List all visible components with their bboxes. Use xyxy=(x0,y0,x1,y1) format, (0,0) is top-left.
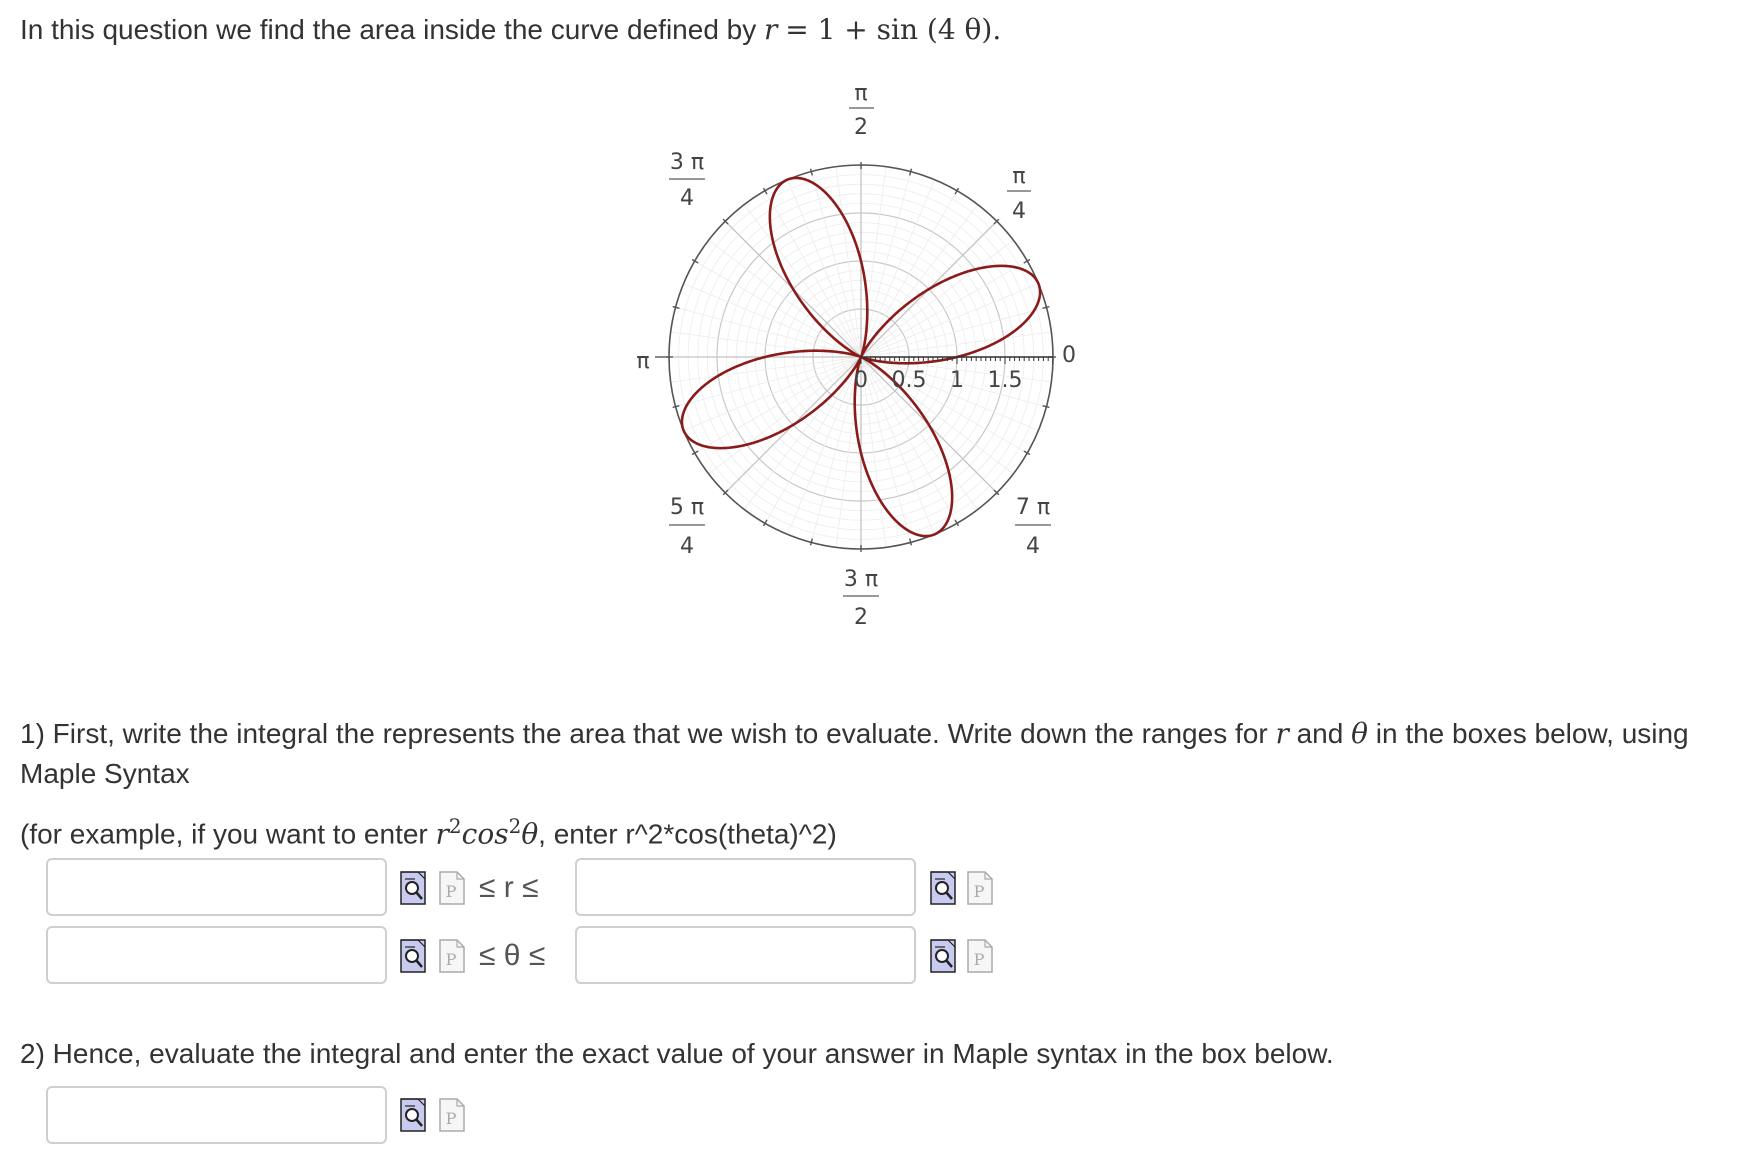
preview-magnifier-icon[interactable] xyxy=(400,939,426,973)
rim-tick xyxy=(673,307,680,309)
grid-spoke xyxy=(836,167,861,357)
angle-label-3pi-over-2-num: 3 π xyxy=(843,567,879,592)
curve-equation: = 1 + sin (4 θ). xyxy=(785,13,1002,46)
angle-label-5pi-over-4-den: 4 xyxy=(680,534,694,559)
step1-and: and xyxy=(1296,718,1344,749)
grid-spoke xyxy=(861,307,1046,357)
grid-spoke xyxy=(811,172,861,357)
radial-tick-label: 0.5 xyxy=(891,368,927,393)
preview-magnifier-icon[interactable] xyxy=(400,871,426,905)
step2-instructions xyxy=(20,1036,1334,1072)
theta-inequality: ≤ θ ≤ xyxy=(479,939,546,972)
rim-tick xyxy=(1043,307,1050,309)
angle-label-pi-over-2-num: π xyxy=(854,81,868,106)
angle-label-3pi-over-4-den: 4 xyxy=(680,186,694,211)
angle-label-3pi-over-2-den: 2 xyxy=(854,605,868,630)
rim-tick xyxy=(910,169,912,176)
grid-spoke xyxy=(671,357,861,382)
grid-spoke xyxy=(788,357,861,534)
theta-lower-input[interactable] xyxy=(46,926,387,984)
curve-lhs: r xyxy=(764,13,778,46)
svg-text:P: P xyxy=(973,950,985,969)
angle-label-0: 0 xyxy=(1062,343,1076,368)
grid-spoke xyxy=(765,357,861,523)
maple-format-icon[interactable] xyxy=(439,871,465,905)
step1-var-theta: θ xyxy=(1351,717,1368,750)
svg-text:P: P xyxy=(973,882,985,901)
grid-spoke xyxy=(684,284,861,357)
rim-tick xyxy=(1043,406,1050,408)
rim-tick xyxy=(811,539,813,546)
maple-format-icon[interactable] xyxy=(967,871,993,905)
angle-label-pi-over-4-den: 4 xyxy=(1012,199,1026,224)
grid-spoke xyxy=(695,261,861,357)
preview-magnifier-icon[interactable] xyxy=(400,1098,426,1132)
integral-value-input[interactable] xyxy=(46,1086,387,1144)
angle-label-3pi-over-4-num: 3 π xyxy=(669,150,705,175)
grid-spoke xyxy=(695,357,861,453)
angle-label-pi: π xyxy=(636,349,650,374)
step1-var-r: r xyxy=(1275,717,1289,750)
example-math-sup1: 2 xyxy=(448,814,462,838)
angle-label-7pi-over-4-den: 4 xyxy=(1026,534,1040,559)
maple-format-icon[interactable] xyxy=(967,939,993,973)
svg-text:P: P xyxy=(445,1109,457,1128)
grid-spoke xyxy=(676,307,861,357)
svg-text:P: P xyxy=(445,882,457,901)
preview-magnifier-icon[interactable] xyxy=(930,871,956,905)
step1-instructions xyxy=(20,716,1689,752)
r-inequality: ≤ r ≤ xyxy=(479,871,539,904)
radial-tick-label: 1 xyxy=(950,368,964,393)
r-lower-input[interactable] xyxy=(46,858,387,916)
grid-spoke xyxy=(676,357,861,407)
radial-tick-label: 0 xyxy=(854,368,868,393)
rim-tick xyxy=(811,169,813,176)
grid-spoke xyxy=(861,261,1027,357)
theta-upper-input[interactable] xyxy=(575,926,916,984)
preview-magnifier-icon[interactable] xyxy=(930,939,956,973)
svg-text:P: P xyxy=(445,950,457,969)
example-math-theta: θ xyxy=(521,817,539,851)
example-suffix: , enter r^2*cos(theta)^2) xyxy=(538,818,837,850)
step1-line2: Maple Syntax xyxy=(20,758,190,789)
maple-format-icon[interactable] xyxy=(439,1098,465,1132)
step1-instructions-line2 xyxy=(20,756,190,792)
example-prefix: (for example, if you want to enter xyxy=(20,818,428,850)
angle-label-7pi-over-4-num: 7 π xyxy=(1015,495,1051,520)
radial-tick-label: 1.5 xyxy=(987,368,1023,393)
grid-spoke xyxy=(861,180,934,357)
polar-plot xyxy=(595,58,1165,658)
grid-spoke xyxy=(861,172,911,357)
example-math-cos: cos xyxy=(461,817,509,851)
grid-spoke xyxy=(861,191,957,357)
angle-label-pi-over-4-num: π xyxy=(1012,164,1026,189)
angle-label-5pi-over-4-num: 5 π xyxy=(669,495,705,520)
polar-plot-svg xyxy=(595,58,1165,658)
example-math-r: r xyxy=(435,817,449,851)
r-upper-input[interactable] xyxy=(575,858,916,916)
question-intro xyxy=(20,12,1001,48)
intro-text: In this question we find the area inside the curve defined by xyxy=(20,14,757,45)
angle-label-pi-over-2-den: 2 xyxy=(854,115,868,140)
example-math-sup2: 2 xyxy=(508,814,522,838)
step1-text: 1) First, write the integral the represents the area that we wish to evaluate. Write down the ranges for xyxy=(20,718,1268,749)
maple-format-icon[interactable] xyxy=(439,939,465,973)
step1-tail: in the boxes below, using xyxy=(1375,718,1689,749)
grid-spoke xyxy=(861,332,1051,357)
step2-text: 2) Hence, evaluate the integral and enter the exact value of your answer in Maple syntax in the box below. xyxy=(20,1038,1334,1069)
example-line xyxy=(20,808,837,852)
grid-spoke xyxy=(765,191,861,357)
rim-tick xyxy=(910,539,912,546)
rim-tick xyxy=(673,406,680,408)
